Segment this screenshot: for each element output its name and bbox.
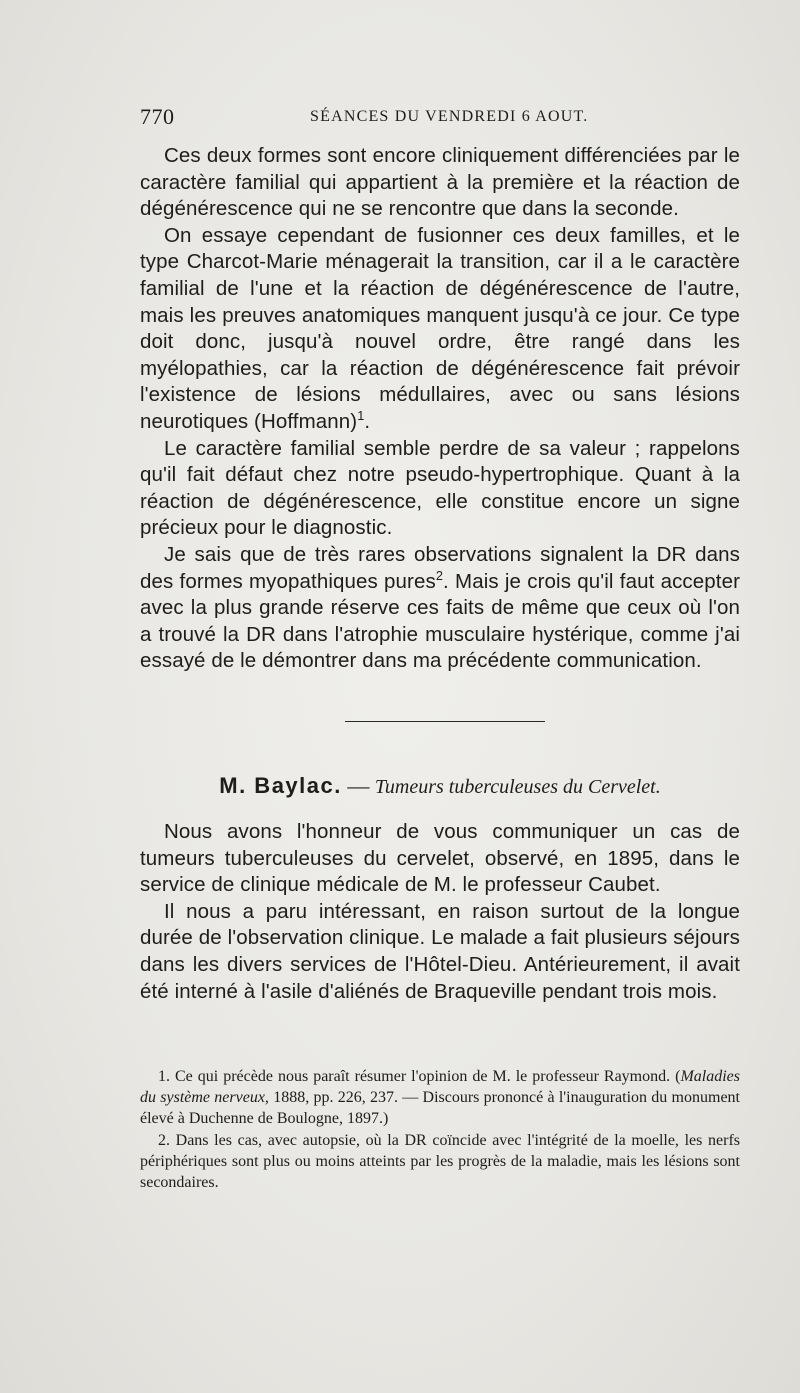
paragraph: Le caractère familial semble perdre de sa valeur ; rappelons qu'il fait défaut chez notre pseudo-hypertrophique. Quant à la réaction de dégénérescence, elle constitue encore un signe précieux pour le diagnostic. bbox=[140, 436, 740, 540]
paragraph-text: Je sais que de très rares observations signalent la DR dans des formes myopathiques pures bbox=[140, 542, 740, 593]
author-name: M. Baylac. bbox=[219, 773, 342, 798]
page-number: 770 bbox=[140, 104, 175, 129]
section-heading bbox=[140, 773, 740, 799]
footnote-text: 1888, pp. 226, 237. — Discours prononcé à l'inauguration du monument élevé à Duchenne de Boulogne, 1897.) bbox=[140, 1089, 740, 1128]
footnote-book-title: Maladies du système nerveux, bbox=[140, 1068, 740, 1107]
paragraph bbox=[140, 542, 740, 675]
footnote-2: 2. Dans les cas, avec autopsie, où la DR coïncide avec l'intégrité de la moelle, les nerfs périphériques sont plus ou moins atteints par les progrès de la maladie, mais les lésions sont secondaires. bbox=[140, 1131, 740, 1192]
paragraph-text: On essaye cependant de fusionner ces deux familles, et le type Charcot-Marie ménagerait la transition, car il a le caractère familial de l'une et la réaction de dégénérescence de l'autre, mais les preuves anatomiques manquent jusqu'à ce jour. Ce type doit donc, jusqu'à nouvel ordre, être rangé dans les myélopathies, car la réaction de dégénérescence fait prévoir l'existence de lésions médullaires, avec ou sans lésions neurotiques (Hoffmann) bbox=[140, 223, 740, 433]
paragraph-text: Mais je crois qu'il faut accepter avec la plus grande réserve ces faits de même que ceux où l'on a trouvé la DR dans l'atrophie musculaire hystérique, comme j'ai essayé de le démontrer dans ma précédente communication. bbox=[140, 569, 740, 673]
page-header bbox=[140, 104, 740, 134]
footnote-1 bbox=[140, 1066, 740, 1130]
paragraph: Il nous a paru intéressant, en raison surtout de la longue durée de l'observation clinique. Le malade a fait plusieurs séjours dans les divers services de l'Hôtel-Dieu. Antérieurement, il avait été interné à l'asile d'aliénés de Braqueville pendant trois mois. bbox=[140, 899, 740, 1003]
section-divider bbox=[345, 721, 545, 722]
heading-dash: — bbox=[341, 773, 375, 798]
sentence-end: . bbox=[443, 569, 449, 593]
footnote-text: 1. Ce qui précède nous paraît résumer l'opinion de M. le professeur Raymond. ( bbox=[158, 1068, 681, 1085]
paragraph: Ces deux formes sont encore cliniquement différenciées par le caractère familial qui appartient à la première et la réaction de dégénérescence qui ne se rencontre que dans la seconde. bbox=[140, 144, 740, 221]
footnote-ref-2: 2 bbox=[435, 567, 444, 583]
running-head: SÉANCES DU VENDREDI 6 AOUT. bbox=[310, 108, 589, 125]
article-title: Tumeurs tuberculeuses du Cervelet. bbox=[374, 776, 661, 798]
sentence-end: . bbox=[364, 409, 371, 433]
body-text-communication bbox=[140, 819, 740, 1005]
paragraph bbox=[140, 223, 740, 436]
paragraph: Nous avons l'honneur de vous communiquer un cas de tumeurs tuberculeuses du cervelet, observé, en 1895, dans le service de clinique médicale de M. le professeur Caubet. bbox=[140, 820, 740, 897]
footnote-ref-1: 1 bbox=[357, 408, 365, 424]
body-text-discussion bbox=[140, 143, 740, 675]
footnotes bbox=[140, 1066, 740, 1193]
